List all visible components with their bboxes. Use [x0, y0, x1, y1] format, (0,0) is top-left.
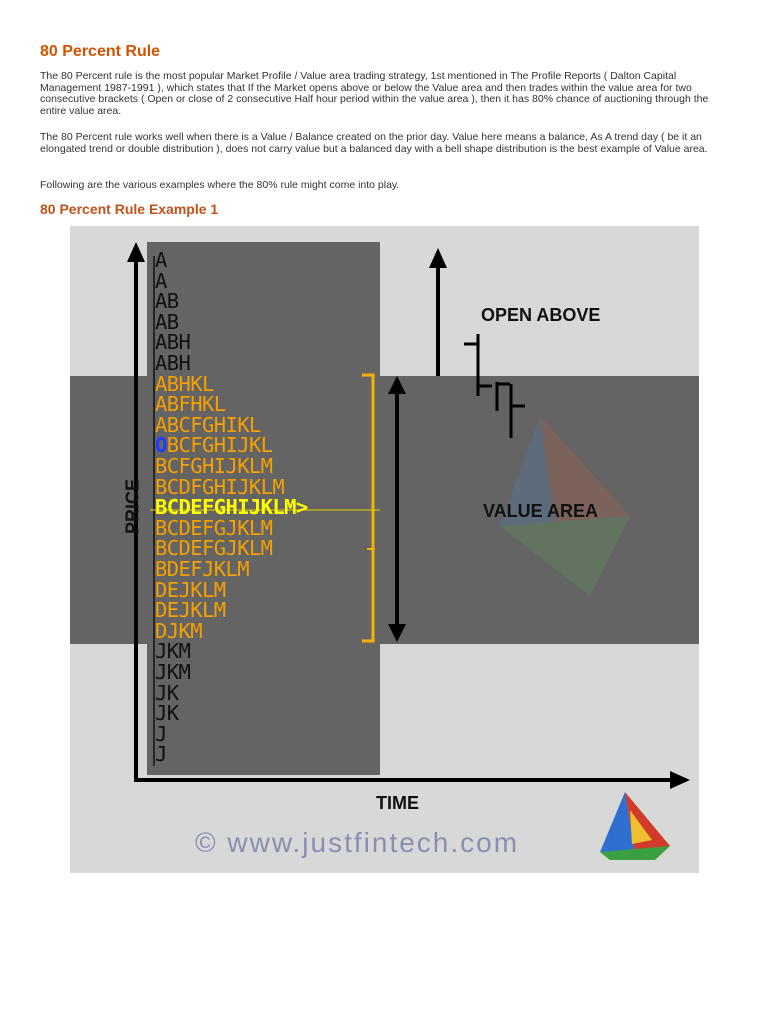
page-title: 80 Percent Rule: [40, 43, 161, 60]
profile-row-text: AB: [155, 289, 179, 314]
profile-row: [155, 721, 167, 746]
example-title: 80 Percent Rule Example 1: [40, 201, 219, 217]
profile-row: [155, 497, 308, 518]
profile-row-text: JKM: [155, 639, 191, 664]
profile-row-text: A: [155, 268, 167, 293]
profile-row-text: ABH: [155, 351, 191, 375]
profile-row-text: BCFGHIJKLM: [155, 454, 273, 478]
profile-row: [155, 680, 179, 705]
profile-row: [155, 412, 261, 437]
profile-row-text: BCDFGHIJKLM: [155, 474, 285, 499]
profile-row-text: J: [155, 721, 167, 746]
arrow-up-icon: [388, 376, 406, 394]
time-axis-arrowhead-icon: [670, 771, 690, 789]
profile-row: [155, 332, 190, 353]
profile-row: [155, 268, 167, 293]
profile-row: [155, 371, 214, 396]
profile-row-text: ABHKL: [155, 371, 214, 396]
open-above-label: OPEN ABOVE: [481, 305, 601, 325]
profile-row: [155, 250, 167, 271]
profile-row-text: BCFGHIJKL: [166, 433, 273, 458]
profile-row: [155, 600, 225, 621]
profile-row: [155, 703, 178, 724]
intro-paragraph: The 80 Percent rule is the most popular Market Profile / Value area trading strategy, 1st mentioned in The Profile Reports ( Dalton Capital Management 1987-1991 ), which states that If the Market opens above or below the Value area and then trades within the value area for two consecutive brackets ( Open or close of 2 consecutive Half hour period within the value area ), then it has 80% chance of auctioning through the entire value area.: [40, 70, 709, 117]
arrow-down-icon: [388, 624, 406, 642]
profile-row-text: J: [155, 742, 167, 767]
profile-row-text: BDEFJKLM: [155, 557, 249, 581]
profile-row: [155, 309, 179, 334]
profile-row-text: A: [155, 248, 167, 272]
profile-row-text: JKM: [155, 660, 191, 684]
profile-row-text: BCDEFGJKLM: [155, 515, 273, 540]
price-axis-arrowhead-icon: [127, 242, 145, 262]
watermark-text: © www.justfintech.com: [195, 827, 520, 858]
profile-row-text: DEJKLM: [155, 577, 226, 602]
profile-row-text: BCDEFGJKLM: [155, 536, 273, 561]
profile-row: [155, 394, 225, 415]
profile-row-text: JK: [155, 680, 179, 705]
profile-row-text: ABFHKL: [155, 392, 226, 417]
time-axis-label: TIME: [376, 793, 419, 813]
profile-row-text: JK: [155, 701, 179, 726]
profile-row: [155, 515, 273, 540]
profile-row: [155, 456, 272, 477]
market-profile-figure: [70, 226, 699, 873]
profile-row: [155, 559, 249, 580]
profile-row-text: DJKM: [155, 618, 202, 643]
profile-row: [155, 435, 272, 456]
justfintech-logo-icon: [600, 792, 670, 860]
profile-row: [155, 538, 272, 559]
profile-row: [155, 641, 190, 662]
value-area-bracket: [362, 375, 373, 641]
profile-row-text: ABCFGHIKL: [155, 412, 261, 437]
profile-row: [155, 474, 285, 499]
profile-row: [155, 577, 226, 602]
examples-paragraph: Following are the various examples where the 80% rule might come into play.: [40, 179, 400, 191]
value-area-label: VALUE AREA: [483, 501, 599, 521]
profile-row-text: DEJKLM: [155, 598, 226, 623]
profile-row: [155, 291, 178, 312]
profile-row-text: ABH: [155, 330, 191, 355]
profile-row: [155, 662, 190, 683]
open-marker: O: [155, 433, 167, 458]
open-above-arrowhead-icon: [429, 248, 447, 268]
profile-row: [155, 618, 202, 643]
profile-row: [155, 744, 167, 765]
profile-row-text: AB: [155, 309, 179, 334]
price-bars: [464, 334, 525, 438]
profile-row: [155, 353, 190, 374]
value-paragraph: The 80 Percent rule works well when there is a Value / Balance created on the prior day. Value here means a balance, As A trend day ( be it an elongated trend or double distribution ), does not carry value but a balanced day with a bell shape distribution is the best example of Value area.: [40, 131, 708, 155]
price-axis-label: PRICE: [122, 479, 143, 535]
poc-row-text: BCDEFGHIJKLM>: [155, 495, 308, 520]
